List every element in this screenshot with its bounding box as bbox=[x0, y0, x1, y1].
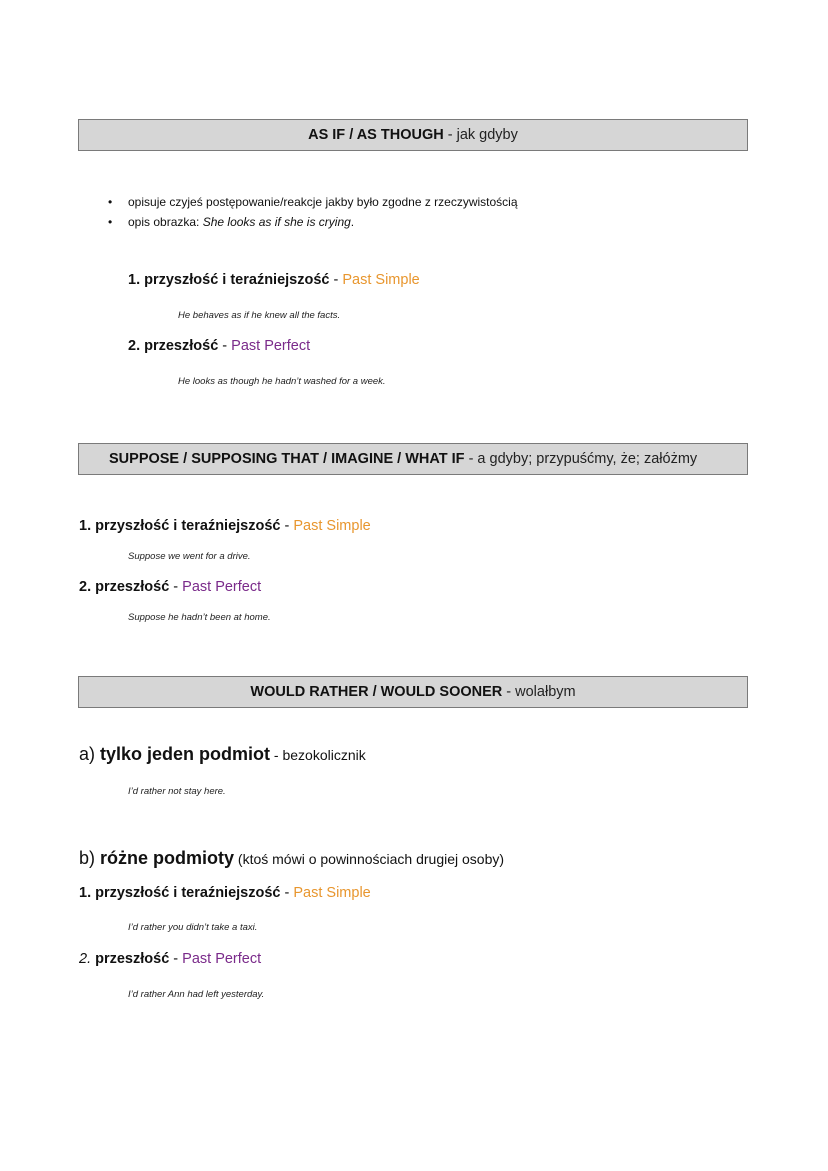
subsection-prefix: a) bbox=[79, 744, 101, 764]
rule-label: 1. przyszłość i teraźniejszość bbox=[79, 885, 281, 901]
rule-label: 1. przyszłość i teraźniejszość bbox=[79, 518, 281, 534]
rule-sep: - bbox=[329, 272, 343, 288]
subsection-title: tylko jeden podmiot bbox=[100, 744, 271, 764]
rule-label: 1. przyszłość i teraźniejszość bbox=[128, 272, 330, 288]
tense-label: Past Simple bbox=[293, 518, 371, 534]
section-subtitle: - a gdyby; przypuśćmy, że; załóżmy bbox=[464, 451, 698, 467]
rule-sep: - bbox=[218, 338, 232, 354]
subsection-a-heading bbox=[79, 744, 366, 765]
rule-sep: - bbox=[169, 579, 183, 595]
example-sentence: I’d rather you didn’t take a taxi. bbox=[128, 922, 258, 933]
example-sentence: He looks as though he hadn’t washed for a week. bbox=[178, 376, 386, 387]
tense-label: Past Perfect bbox=[182, 579, 262, 595]
bullet-list bbox=[108, 192, 518, 232]
rule-number: 2. bbox=[79, 951, 92, 967]
subsection-rest: (ktoś mówi o powinnościach drugiej osoby) bbox=[234, 851, 505, 867]
rule-sep: - bbox=[280, 885, 294, 901]
example-sentence: I’d rather Ann had left yesterday. bbox=[128, 989, 265, 1000]
section-subtitle: - wolałbym bbox=[502, 684, 576, 700]
section-header-would-rather bbox=[78, 676, 748, 708]
list-item bbox=[108, 212, 518, 232]
section-title: SUPPOSE / SUPPOSING THAT / IMAGINE / WHAT IF bbox=[109, 451, 465, 467]
example-sentence: I’d rather not stay here. bbox=[128, 786, 226, 797]
bullet-icon: • bbox=[108, 215, 113, 229]
rule-heading bbox=[128, 272, 420, 288]
example-sentence: Suppose we went for a drive. bbox=[128, 551, 251, 562]
section-title: AS IF / AS THOUGH bbox=[308, 127, 444, 143]
subsection-b-heading bbox=[79, 848, 504, 869]
example-sentence: He behaves as if he knew all the facts. bbox=[178, 310, 341, 321]
tense-label: Past Perfect bbox=[182, 951, 262, 967]
subsection-prefix: b) bbox=[79, 848, 101, 868]
rule-heading bbox=[79, 951, 261, 967]
section-subtitle: - jak gdyby bbox=[443, 127, 518, 143]
rule-heading bbox=[79, 885, 371, 901]
bullet-end: . bbox=[350, 215, 355, 229]
list-item bbox=[108, 192, 518, 212]
section-header-suppose bbox=[78, 443, 748, 475]
rule-label: 2. przeszłość bbox=[128, 338, 219, 354]
tense-label: Past Perfect bbox=[231, 338, 311, 354]
subsection-rest: - bezokolicznik bbox=[270, 747, 366, 763]
tense-label: Past Simple bbox=[342, 272, 420, 288]
bullet-text: opisuje czyjeś postępowanie/reakcje jakby było zgodne z rzeczywistością bbox=[128, 195, 518, 209]
rule-heading bbox=[79, 518, 371, 534]
rule-sep: - bbox=[280, 518, 294, 534]
subsection-title: różne podmioty bbox=[100, 848, 235, 868]
bullet-icon: • bbox=[108, 195, 113, 209]
section-title: WOULD RATHER / WOULD SOONER bbox=[250, 684, 503, 700]
rule-heading bbox=[79, 579, 261, 595]
rule-heading bbox=[128, 338, 310, 354]
bullet-example: She looks as if she is crying bbox=[202, 215, 351, 229]
section-header-as-if bbox=[78, 119, 748, 151]
rule-sep: - bbox=[169, 951, 183, 967]
bullet-text: opis obrazka: bbox=[128, 215, 203, 229]
example-sentence: Suppose he hadn’t been at home. bbox=[128, 612, 271, 623]
rule-label: przeszłość bbox=[91, 951, 170, 967]
rule-label: 2. przeszłość bbox=[79, 579, 170, 595]
tense-label: Past Simple bbox=[293, 885, 371, 901]
